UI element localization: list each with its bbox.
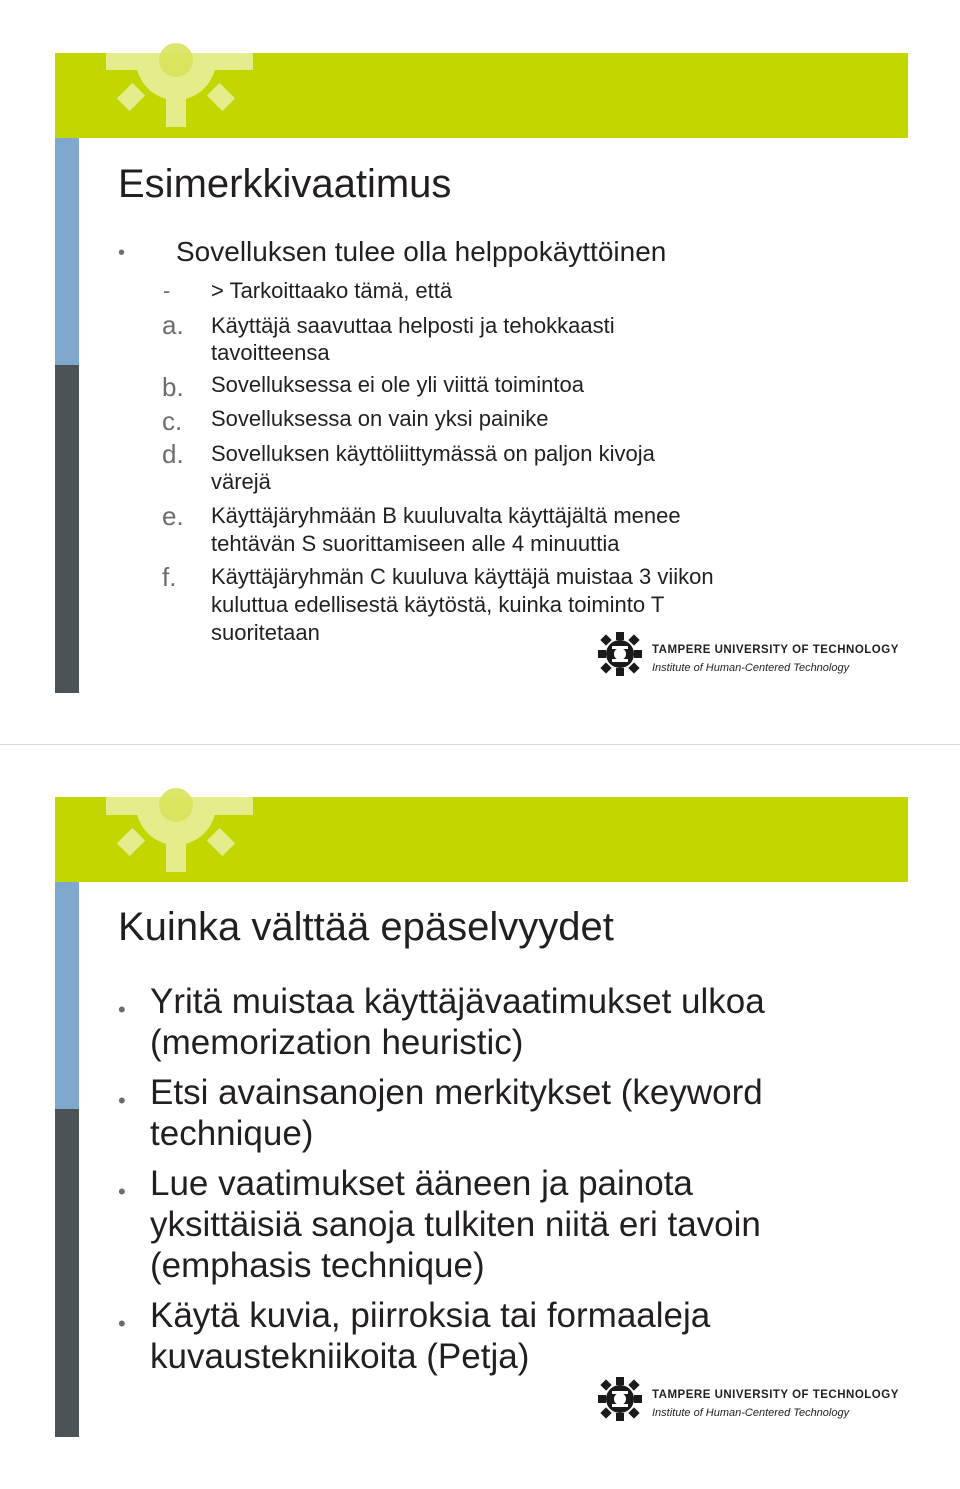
tut-gear-logo-icon: [598, 1377, 642, 1421]
slide-2: Kuinka välttää epäselvyydet • Yritä muistaa käyttäjävaatimukset ulkoa (memorization heuristic) • Etsi avainsanojen merkitykset (keyword technique) • Lue vaatimukset ääneen ja painota yksittäisiä sanoja tulkiten niitä eri tavoin (emphasis technique) • Käytä kuvia, piirroksia tai formaaleja kuvaustekniikoita (Petja) TAMPERE UNIVERSITY OF TECHNOLOGY Institute of Human-Centered Technology: [0, 745, 960, 1489]
bullet-icon: •: [118, 242, 126, 264]
left-accent-bar: [55, 53, 79, 693]
tut-logo: TAMPERE UNIVERSITY OF TECHNOLOGY Institute of Human-Centered Technology: [598, 632, 642, 681]
bullet-icon: •: [118, 1179, 126, 1204]
bullet-icon: •: [118, 1311, 126, 1336]
bullet-icon: •: [118, 1088, 126, 1113]
gear-watermark-icon: [96, 0, 271, 130]
tut-logo: TAMPERE UNIVERSITY OF TECHNOLOGY Institute of Human-Centered Technology: [598, 1377, 642, 1426]
bullet-icon: •: [118, 997, 126, 1022]
tut-gear-logo-icon: [598, 632, 642, 676]
slide-1: Esimerkkivaatimus • Sovelluksen tulee olla helppokäyttöinen - > Tarkoittaako tämä, että a. Käyttäjä saavuttaa helposti ja tehokkaasti tavoitteensa b. Sovelluksessa ei ole yli viittä toimintoa c. Sovelluksessa on vain yksi painike d. Sovelluksen käyttöliittymässä on paljon kivoja värejä e. Käyttäjäryhmään B kuuluvalta käyttäjältä menee tehtävän S suorittamiseen alle 4 minuuttia f. Käyttäjäryhmän C kuuluva käyttäjä muistaa 3 viikon kuluttua edellisestä käytöstä, kuinka toiminto T suoritetaan TAMPERE UNIVERSITY OF TECHNOLOGY Institute of Human-Centered Technology: [0, 0, 960, 745]
gear-watermark-icon: [96, 745, 271, 875]
left-accent-bar: [55, 797, 79, 1437]
slide-title: Esimerkkivaatimus: [118, 162, 452, 206]
slide-title: Kuinka välttää epäselvyydet: [118, 905, 614, 949]
